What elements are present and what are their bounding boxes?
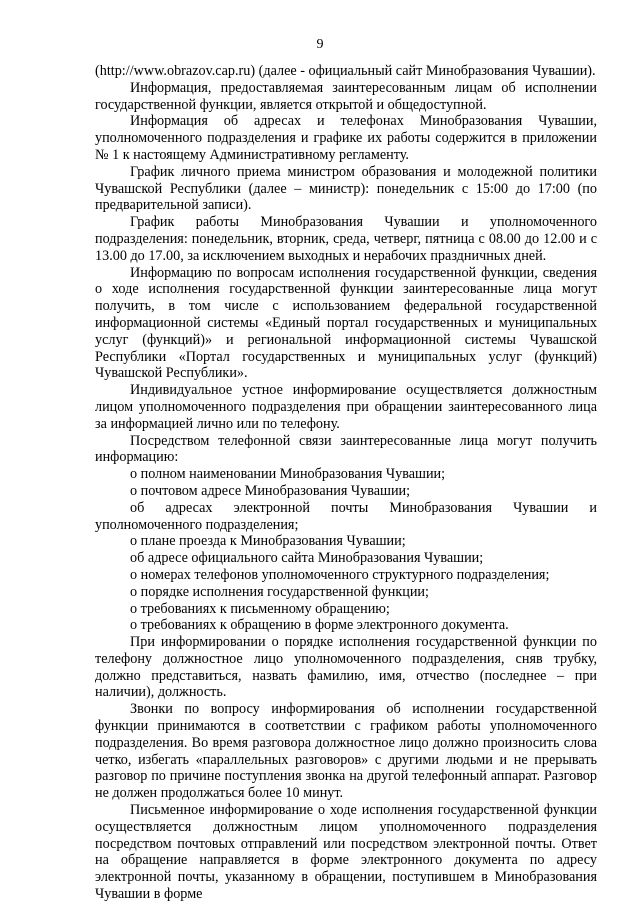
paragraph: График личного приема министром образования и молодежной политики Чувашской Республики (далее – министр): понедельник с 15:00 до 17:00 (по предварительной записи). [95, 163, 597, 214]
document-body [95, 63, 597, 903]
list-item: о порядке исполнения государственной функции; [130, 583, 429, 600]
paragraph: Информация об адресах и телефонах Минобразования Чувашии, уполномоченного подразделения и графике их работы содержится в приложении № 1 к настоящему Административному регламенту. [95, 113, 597, 163]
list-item: о номерах телефонов уполномоченного структурного подразделения; [130, 566, 550, 583]
paragraph: Посредством телефонной связи заинтересованные лица могут получить информацию: [95, 432, 597, 466]
paragraph: Звонки по вопросу информирования об исполнении государственной функции принимаются в соответствии с графиком работы уполномоченного подразделения. Во время разговора должностное лицо должно произносить слова четко, избегать «параллельных разговоров» с другими людьми и не прерывать разговор по причине поступления звонка на другой телефонный аппарат. Разговор не должен продолжаться более 10 минут. [95, 701, 597, 802]
list-item: о плане проезда к Минобразования Чувашии; [130, 533, 406, 550]
list-item: об адресах электронной почты Минобразования Чувашии и уполномоченного подразделения; [95, 499, 597, 533]
paragraph: Индивидуальное устное информирование осуществляется должностным лицом уполномоченного подразделения при обращении заинтересованного лица за информацией лично или по телефону. [95, 382, 597, 432]
paragraph: При информировании о порядке исполнения государственной функции по телефону должностное лицо уполномоченного подразделения, сняв трубку, должно представиться, назвать фамилию, имя, отчество (последнее – при наличии), должность. [95, 634, 597, 701]
paragraph: Письменное информирование о ходе исполнения государственной функции осуществляется должностным лицом уполномоченного подразделения посредством почтовых отправлений или посредством электронной почты. Ответ на обращение направляется в форме электронного документа по адресу электронной почты, указанному в обращении, поступившем в Минобразования Чувашии в форме [95, 802, 597, 903]
paragraph: (http://www.obrazov.cap.ru) (далее - официальный сайт Минобразования Чувашии). [95, 63, 596, 79]
list-item: о полном наименовании Минобразования Чувашии; [130, 466, 446, 483]
list-item: о требованиях к обращению в форме электронного документа. [130, 617, 509, 634]
paragraph: Информацию по вопросам исполнения государственной функции, сведения о ходе исполнения государственной функции заинтересованные лица могут получить, в том числе с использованием федеральной государственной информационной системы «Единый портал государственных и муниципальных услуг (функций)» и региональной информационной системы Чувашской Республики «Портал государственных и муниципальных услуг (функций) Чувашской Республики». [95, 264, 597, 382]
list-item: о почтовом адресе Минобразования Чувашии; [130, 482, 411, 499]
page-number: 9 [316, 37, 324, 52]
list-item: об адресе официального сайта Минобразования Чувашии; [130, 550, 484, 567]
paragraph: График работы Минобразования Чувашии и уполномоченного подразделения: понедельник, вторник, среда, четверг, пятница с 08.00 до 12.00 и с 13.00 до 17.00, за исключением выходных и нерабочих праздничных дней. [95, 214, 597, 264]
paragraph: Информация, предоставляемая заинтересованным лицам об исполнении государственной функции, является открытой и общедоступной. [95, 79, 597, 113]
list-item: о требованиях к письменному обращению; [130, 600, 390, 617]
